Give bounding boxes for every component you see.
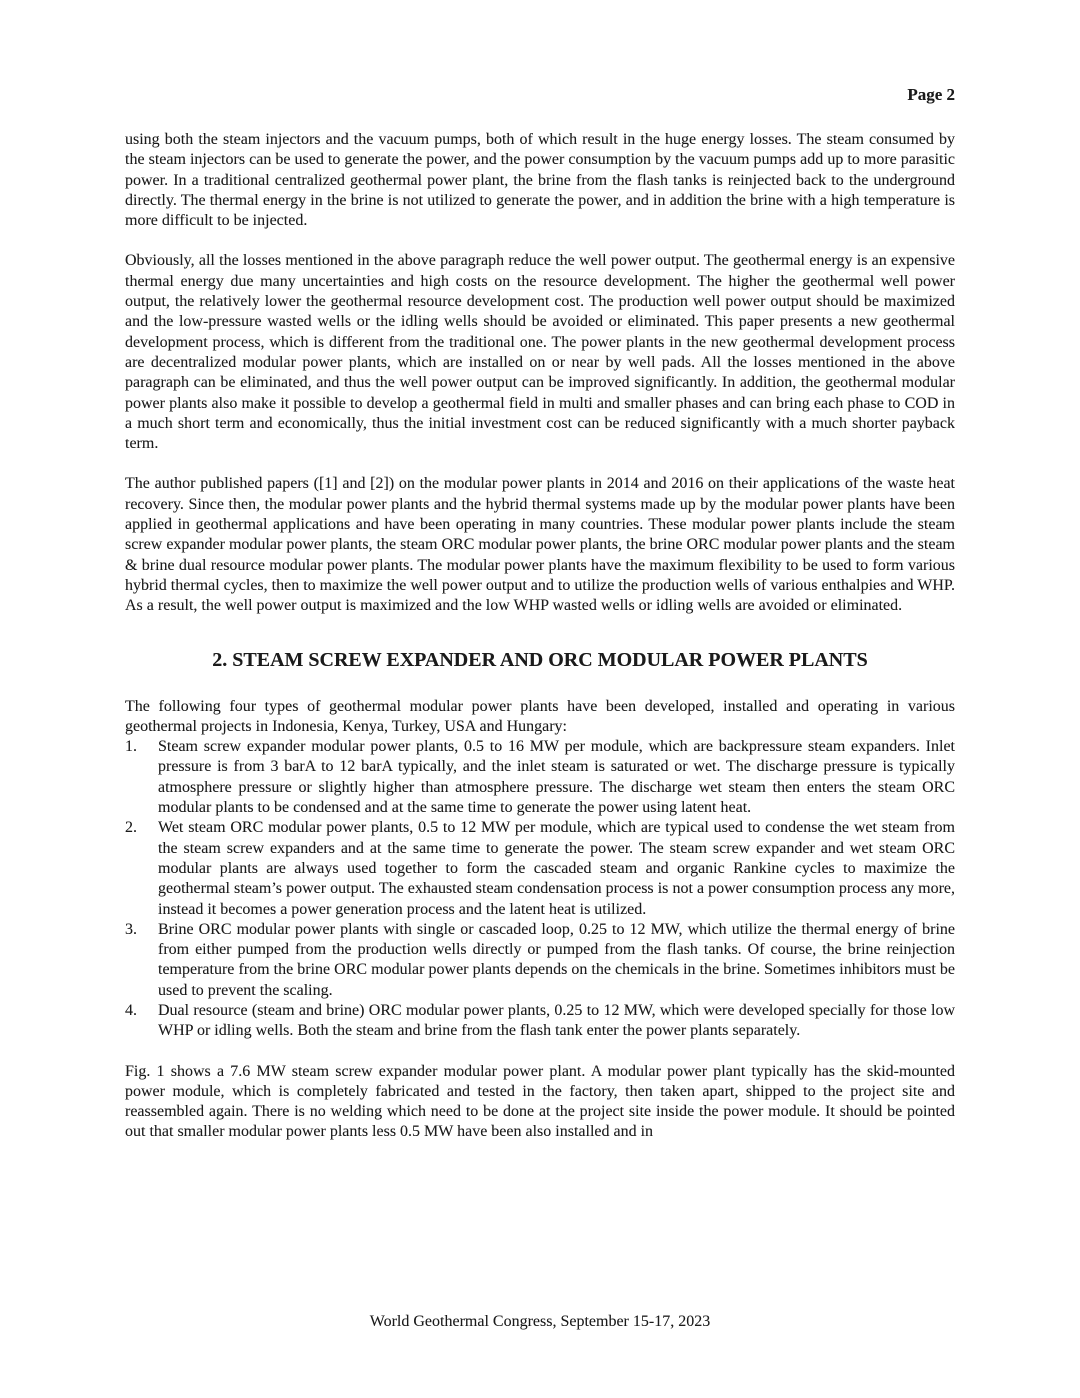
list-item-number: 1.	[125, 738, 137, 756]
footer-conference-line: World Geothermal Congress, September 15-17, 2023	[369, 1313, 711, 1330]
paragraph-four-types-intro: The following four types of geothermal modular power plants have been developed, installed and operating in various geothermal projects in Indonesia, Kenya, Turkey, USA and Hungary:	[125, 697, 955, 735]
page-number: Page 2	[907, 85, 955, 104]
section-2-heading: 2. STEAM SCREW EXPANDER AND ORC MODULAR POWER PLANTS	[212, 648, 868, 671]
list-item-wet-steam-orc	[125, 818, 955, 919]
list-item-dual-resource-orc	[125, 1001, 955, 1042]
list-item-brine-orc	[125, 920, 955, 1001]
page-content	[125, 84, 955, 1163]
list-item-steam-screw-expander	[125, 737, 955, 818]
paragraph-published-papers: The author published papers ([1] and [2]) on the modular power plants in 2014 and 2016 on their applications of the waste heat recovery. Since then, the modular power plants and the hybrid thermal systems made up by the modular power plants have been applied in geothermal applications and have been operating in many countries. These modular power plants include the steam screw expander modular power plants, the steam ORC modular power plants, the brine ORC modular power plants and the steam & brine dual resource modular power plants. The modular power plants have the maximum flexibility to be used to form various hybrid thermal cycles, then to maximize the well power output and to utilize the production wells of various enthalpies and WHP. As a result, the well power output is maximized and the low WHP wasted wells or idling wells are avoided or eliminated.	[125, 475, 955, 615]
paragraph-fig1-description: Fig. 1 shows a 7.6 MW steam screw expander modular power plant. A modular power plant typically has the skid-mounted power module, which is completely fabricated and tested in the factory, then taken apart, shipped to the project site and reassembled again. There is no welding which need to be done at the project site inside the power module. It should be pointed out that smaller modular power plants less 0.5 MW have been also installed and in	[125, 1062, 955, 1141]
list-item-text: Wet steam ORC modular power plants, 0.5 to 12 MW per module, which are typical used to condense the wet steam from the steam screw expanders and at the same time to generate the power. The steam screw expander and wet steam ORC modular plants are always used together to form the cascaded steam and organic Rankine cycles to maximize the geothermal steam’s power output. The exhausted steam condensation process is not a power consumption process any more, instead it becomes a power generation process and the latent heat is utilized.	[158, 819, 955, 918]
paragraph-steam-injector-losses: using both the steam injectors and the vacuum pumps, both of which result in the huge energy losses. The steam consumed by the steam injectors can be used to generate the power, and the power consumption by the vacuum pumps add up to more parasitic power. In a traditional centralized geothermal power plant, the brine from the flash tanks is reinjected back to the underground directly. The thermal energy in the brine is not utilized to generate the power, and in addition the brine with a high temperature is more difficult to be injected.	[125, 131, 955, 230]
paragraph-new-development-process: Obviously, all the losses mentioned in the above paragraph reduce the well power output. The geothermal energy is an expensive thermal energy due many uncertainties and high costs on the resource development. The higher the geothermal well power output, the relatively lower the geothermal resource development cost. The production well power output should be maximized and the low-pressure wasted wells or the idling wells should be avoided or eliminated. This paper presents a new geothermal development process, which is different from the traditional one. The power plants in the new geothermal development process are decentralized modular power plants, which are installed on or near by well pads. All the losses mentioned in the above paragraph can be eliminated, and thus the well power output can be improved significantly. In addition, the geothermal modular power plants also make it possible to develop a geothermal field in multi and smaller phases and can bring each phase to COD in a much short term and economically, thus the initial investment cost can be reduced significantly with a much shorter payback term.	[125, 252, 955, 453]
list-item-text: Steam screw expander modular power plants, 0.5 to 16 MW per module, which are backpressure steam expanders. Inlet pressure is from 3 barA to 12 barA typically, and the inlet steam is saturated or wet. The discharge pressure is typically atmosphere pressure or slightly higher than atmosphere pressure. The discharge wet steam then enters the steam ORC modular plants to be condensed and at the same time to generate the power using latent heat.	[158, 738, 955, 817]
list-item-number: 4.	[125, 1001, 137, 1019]
list-item-number: 3.	[125, 920, 137, 938]
list-item-text: Brine ORC modular power plants with single or cascaded loop, 0.25 to 12 MW, which utilize the thermal energy of brine from either pumped from the production wells directly or pumped from the flash tanks. Of course, the brine reinjection temperature from the brine ORC modular power plants depends on the chemicals in the brine. Sometimes inhibitors must be used to prevent the scaling.	[158, 920, 955, 999]
modular-plant-types-list	[125, 737, 955, 1041]
list-item-number: 2.	[125, 819, 137, 837]
list-item-text: Dual resource (steam and brine) ORC modular power plants, 0.25 to 12 MW, which were developed specially for those low WHP or idling wells. Both the steam and brine from the flash tank enter the power plants separately.	[158, 1001, 955, 1040]
